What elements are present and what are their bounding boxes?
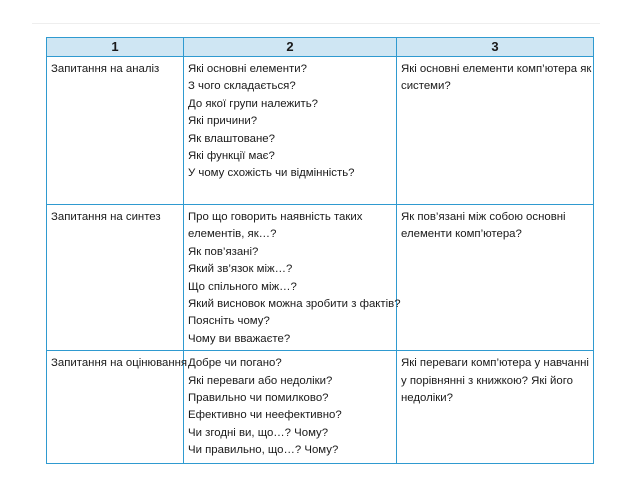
table-row-evaluation — [47, 351, 594, 464]
question-item: Які причини? — [188, 115, 258, 128]
question-item: Добре чи погано? — [188, 357, 282, 370]
question-item: Що спільного між…? — [188, 280, 297, 293]
table-row-synthesis — [47, 205, 594, 351]
row-label-cell — [47, 351, 188, 464]
question-item: До якої групи належить? — [188, 97, 318, 110]
question-item: У чому схожість чи відмінність? — [188, 167, 355, 180]
top-divider — [32, 23, 600, 24]
table-header-row — [47, 38, 594, 57]
row-label-cell — [47, 205, 184, 351]
question-item: Чому ви вважаєте? — [188, 332, 291, 345]
table-row-analysis — [47, 57, 594, 205]
row-label: Запитання на аналіз — [51, 63, 160, 75]
question-item: Правильно чи помилково? — [188, 392, 329, 405]
example-text-line: Як пов’язані між собою основні — [401, 211, 566, 223]
question-item: Чи згодні ви, що…? Чому? — [188, 426, 329, 439]
question-item: Як влаштоване? — [188, 132, 275, 145]
questions-cell — [184, 205, 401, 351]
question-item: Про що говорить наявність таких — [188, 211, 363, 223]
example-text-line: недоліки? — [401, 392, 453, 405]
column-header-1: 1 — [47, 38, 184, 57]
question-item: Чи правильно, що…? Чому? — [188, 444, 339, 457]
question-item: Які основні елементи? — [188, 63, 307, 75]
question-item: Який зв’язок між…? — [188, 263, 293, 276]
example-cell — [397, 57, 594, 205]
question-item: Поясніть чому? — [188, 315, 270, 328]
question-item: Який висновок можна зробити з фактів? — [188, 298, 401, 311]
question-item: елементів, як…? — [188, 228, 277, 241]
example-text-line: системи? — [401, 80, 451, 93]
example-cell — [397, 351, 594, 464]
question-item: З чого складається? — [188, 80, 296, 93]
question-item: Які переваги або недоліки? — [188, 374, 333, 387]
column-header-3: 3 — [397, 38, 594, 57]
example-cell — [397, 205, 594, 351]
question-types-table — [46, 37, 594, 464]
row-label: Запитання на синтез — [51, 211, 161, 223]
questions-cell — [184, 57, 397, 205]
example-text-line: у порівнянні з книжкою? Які його — [401, 374, 573, 387]
questions-cell — [184, 351, 397, 464]
question-item: Як пов’язані? — [188, 245, 259, 258]
example-text-line: Які основні елементи комп’ютера як — [401, 63, 592, 75]
question-item: Які функції має? — [188, 150, 275, 163]
row-label-cell — [47, 57, 184, 205]
column-header-2: 2 — [184, 38, 397, 57]
example-text-line: Які переваги комп’ютера у навчанні — [401, 357, 589, 370]
example-text-line: елементи комп’ютера? — [401, 228, 522, 241]
question-item: Ефективно чи неефективно? — [188, 409, 342, 422]
row-label: Запитання на оцінювання — [51, 357, 188, 370]
